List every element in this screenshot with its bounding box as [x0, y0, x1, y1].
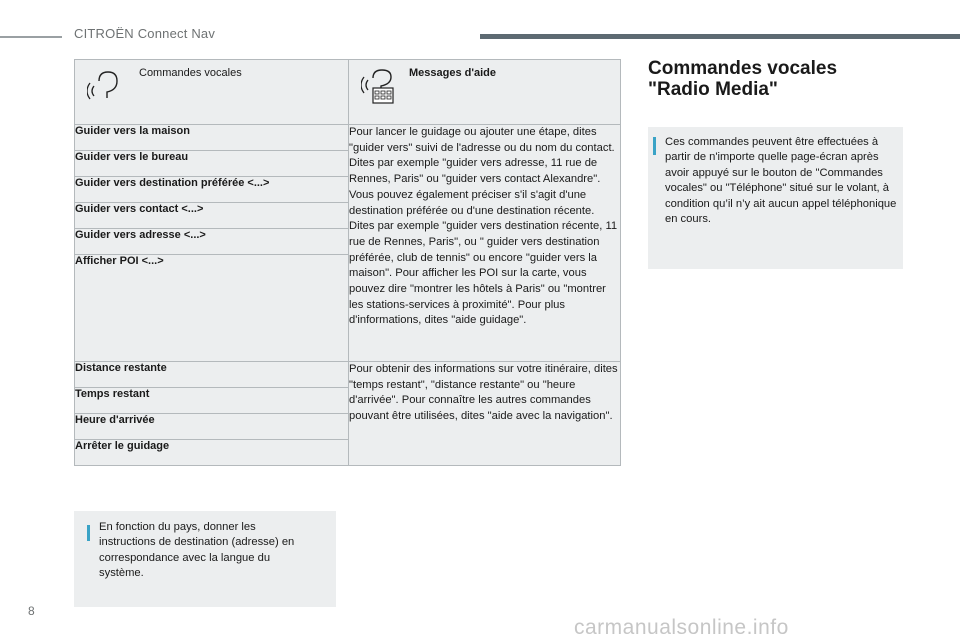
voice-commands-table	[74, 59, 621, 466]
page-number: 8	[28, 604, 35, 618]
voice-help-icon	[361, 68, 395, 104]
header-rule-left	[0, 36, 62, 38]
table-header-help-label: Messages d'aide	[409, 67, 496, 79]
watermark: carmanualsonline.info	[574, 616, 789, 639]
command-row: Arrêter le guidage	[75, 440, 349, 466]
help-text-route-info: Pour obtenir des informations sur votre itinéraire, dites "temps restant", "distance restante" ou "heure d'arrivée". Pour connaître les autres commandes pouvant être utilisées, dites "aide avec la navigation".	[349, 362, 621, 466]
command-row: Guider vers contact <...>	[75, 203, 349, 229]
section-title-line2: "Radio Media"	[648, 79, 778, 100]
language-note-box	[74, 511, 336, 607]
command-row: Distance restante	[75, 362, 349, 388]
language-note-text: En fonction du pays, donner les instructions de destination (adresse) en correspondance avec la langue du système.	[99, 521, 295, 580]
command-row: Afficher POI <...>	[75, 255, 349, 362]
header-title: CITROËN Connect Nav	[74, 26, 216, 41]
section-title	[648, 58, 837, 100]
radio-media-note-box	[648, 127, 903, 269]
radio-media-note-text: Ces commandes peuvent être effectuées à partir de n'importe quelle page-écran après avoir appuyé sur le bouton de "Commandes vocales" ou "Téléphone" situé sur le volant, à condition qu’il n’y ait aucun appel téléphonique en cours.	[665, 136, 897, 226]
command-row: Guider vers destination préférée <...>	[75, 177, 349, 203]
info-accent-bar	[87, 525, 90, 541]
table-header-commands	[75, 60, 349, 125]
command-row: Guider vers le bureau	[75, 151, 349, 177]
table-header-help	[349, 60, 621, 125]
command-row: Guider vers adresse <...>	[75, 229, 349, 255]
table-header-commands-label: Commandes vocales	[139, 67, 242, 79]
command-row: Guider vers la maison	[75, 125, 349, 151]
help-text-guidance: Pour lancer le guidage ou ajouter une étape, dites "guider vers" suivi de l'adresse ou du nom du contact. Dites par exemple "guider vers adresse, 11 rue de Rennes, Paris" ou "guider vers contact Alexandre". Vous pouvez également préciser s'il s'agit d'une destination préférée ou d'une destination récente. Dites par exemple "guider vers destination récente, 11 rue de Rennes, Paris", ou " guider vers destination préférée, club de tennis" ou encore "guider vers la maison". Pour afficher les POI sur la carte, vous pouvez dire "montrer les hôtels à Paris" ou "montrer les stations-services à proximité". Pour plus d'informations, dites "aide guidage".	[349, 125, 621, 362]
command-row: Heure d'arrivée	[75, 414, 349, 440]
voice-command-icon	[87, 68, 121, 104]
section-title-line1: Commandes vocales	[648, 58, 838, 79]
command-row: Temps restant	[75, 388, 349, 414]
info-accent-bar	[653, 137, 656, 155]
header-rule-right	[480, 34, 960, 39]
